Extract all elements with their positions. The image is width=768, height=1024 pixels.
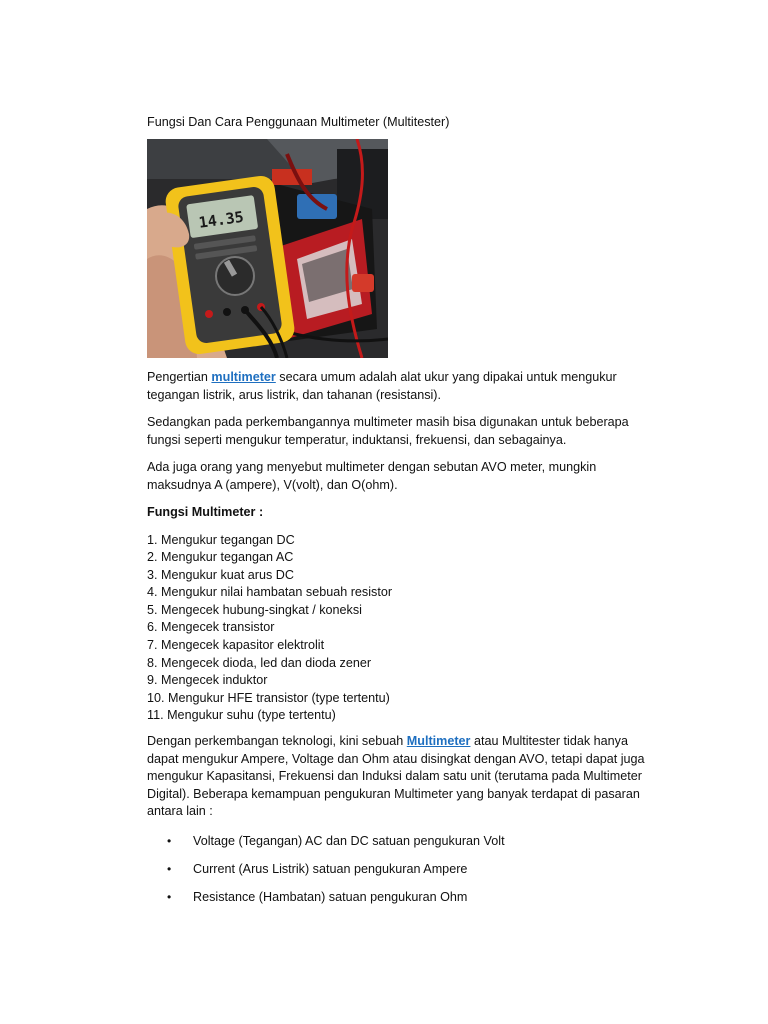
- bullet-icon: •: [167, 861, 172, 876]
- meter-display-reading: 14.35: [197, 207, 245, 232]
- bullet-icon: •: [167, 889, 172, 904]
- list-item: 10. Mengukur HFE transistor (type tertentu): [147, 690, 390, 705]
- list-item: 8. Mengecek dioda, led dan dioda zener: [147, 655, 372, 670]
- functions-heading: Fungsi Multimeter :: [147, 505, 264, 519]
- paragraph-text: atau Multitester tidak hanya dapat mengukur Ampere, Voltage dan Ohm atau disingkat dengan AVO, tetapi dapat juga mengukur Kapasitansi, Frekuensi dan Induksi dalam satu unit (terutama pada Multimeter Digital). Beberapa kemampuan pengukuran Multimeter yang banyak terdapat di pasaran antara lain :: [147, 734, 645, 819]
- bullet-item: [147, 889, 647, 905]
- bullet-item: [147, 833, 647, 849]
- paragraph-avo-meter: Ada juga orang yang menyebut multimeter dengan sebutan AVO meter, mungkin maksudnya A (ampere), V(volt), dan O(ohm).: [147, 460, 597, 492]
- paragraph-text: secara umum adalah alat ukur yang dipakai untuk mengukur tegangan listrik, arus listrik, dan tahanan (resistansi).: [147, 370, 617, 402]
- measurement-bullet-list: [147, 833, 647, 905]
- list-item: 7. Mengecek kapasitor elektrolit: [147, 638, 325, 653]
- document-content: [147, 114, 647, 917]
- functions-list: [147, 532, 647, 726]
- list-item: 11. Mengukur suhu (type tertentu): [147, 708, 336, 723]
- paragraph-text: Pengertian: [147, 370, 212, 384]
- list-item: 9. Mengecek induktor: [147, 673, 268, 688]
- paragraph-definition: [147, 369, 647, 404]
- paragraph-text: Dengan perkembangan teknologi, kini sebuah: [147, 734, 407, 749]
- document-title: Fungsi Dan Cara Penggunaan Multimeter (Multitester): [147, 115, 450, 129]
- multimeter-link[interactable]: multimeter: [211, 370, 276, 384]
- list-item: 6. Mengecek transistor: [147, 620, 275, 635]
- list-item: 2. Mengukur tegangan AC: [147, 550, 294, 565]
- list-item: 4. Mengukur nilai hambatan sebuah resistor: [147, 585, 393, 600]
- bullet-icon: •: [167, 833, 172, 848]
- paragraph-development: Sedangkan pada perkembangannya multimeter masih bisa digunakan untuk beberapa fungsi seperti mengukur temperatur, induktansi, frekuensi, dan sebagainya.: [147, 415, 629, 447]
- list-item: 3. Mengukur kuat arus DC: [147, 567, 294, 582]
- bullet-item: [147, 861, 647, 877]
- paragraph-technology: [147, 733, 647, 821]
- bullet-text: Resistance (Hambatan) satuan pengukuran Ohm: [193, 889, 468, 904]
- multimeter-link-2[interactable]: Multimeter: [406, 734, 471, 749]
- bullet-text: Current (Arus Listrik) satuan pengukuran Ampere: [193, 861, 468, 876]
- bullet-text: Voltage (Tegangan) AC dan DC satuan pengukuran Volt: [193, 833, 505, 848]
- list-item: 1. Mengukur tegangan DC: [147, 532, 295, 547]
- multimeter-photo: [147, 139, 388, 358]
- list-item: 5. Mengecek hubung-singkat / koneksi: [147, 602, 362, 617]
